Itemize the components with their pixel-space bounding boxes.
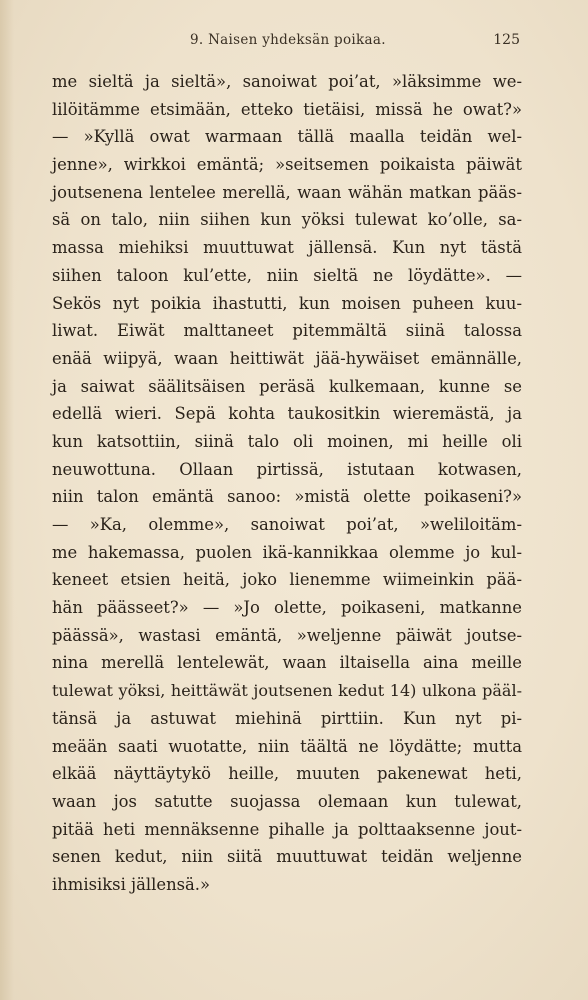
text-line: tulewat yöksi, heittäwät joutsenen kedut 14) ulkona pääl- — [52, 681, 522, 701]
text-line: elkää näyttäytykö heille, muuten pakenewat heti, — [52, 764, 522, 784]
page-edge-shadow — [0, 0, 14, 1000]
text-line: neuwottuna. Ollaan pirtissä, istutaan kotwasen, — [52, 459, 522, 479]
text-line: waan jos satutte suojassa olemaan kun tulewat, — [52, 791, 522, 811]
text-line: liwat. Eiwät malttaneet pitemmältä siinä talossa — [52, 321, 522, 341]
text-line: — »Kyllä owat warmaan tällä maalla teidän wel- — [52, 127, 522, 147]
text-line: jenne», wirkkoi emäntä; »seitsemen poikaista päiwät — [52, 155, 522, 175]
text-line: keneet etsien heitä, joko lienemme wiimeinkin pää- — [52, 570, 522, 590]
text-line: — »Ka, olemme», sanoiwat poi’at, »weliloitäm- — [52, 515, 522, 534]
text-line: niin talon emäntä sanoo: »mistä olette poikaseni?» — [52, 487, 522, 507]
text-line: nina merellä lentelewät, waan iltaisella aina meille — [52, 653, 522, 673]
text-line: enää wiipyä, waan heittiwät jää-hywäiset emännälle, — [52, 348, 522, 368]
text-line: tänsä ja astuwat miehinä pirttiin. Kun nyt pi- — [52, 708, 522, 728]
text-line: massa miehiksi muuttuwat jällensä. Kun nyt tästä — [52, 238, 522, 258]
text-line: päässä», wastasi emäntä, »weljenne päiwät joutse- — [52, 625, 522, 645]
text-line: kun katsottiin, siinä talo oli moinen, mi heille oli — [52, 431, 522, 451]
text-line: ja saiwat säälitsäisen peräsä kulkemaan, kunne se — [52, 376, 522, 396]
page-header — [52, 32, 520, 52]
page-number: 125 — [493, 32, 520, 48]
text-line: meään saati wuotatte, niin täältä ne löydätte; mutta — [52, 736, 522, 756]
text-line: siihen taloon kul’ette, niin sieltä ne löydätte». — — [52, 265, 522, 285]
text-line: joutsenena lentelee merellä, waan wähän matkan pääs- — [52, 182, 522, 202]
body-text — [52, 68, 522, 899]
text-line: Sekös nyt poikia ihastutti, kun moisen puheen kuu- — [52, 293, 522, 313]
text-line: ihmisiksi jällensä.» — [52, 874, 211, 894]
text-line: me hakemassa, puolen ikä-kannikkaa olemme jo kul- — [52, 542, 522, 562]
text-line: lilöitämme etsimään, etteko tietäisi, missä he owat?» — [52, 99, 522, 119]
text-line: senen kedut, niin siitä muuttuwat teidän weljenne — [52, 847, 522, 867]
text-line: hän päässeet?» — »Jo olette, poikaseni, matkanne — [52, 598, 522, 618]
text-line: edellä wieri. Sepä kohta taukositkin wieremästä, ja — [52, 404, 522, 424]
text-line: pitää heti mennäksenne pihalle ja polttaaksenne jout- — [52, 819, 522, 839]
running-title: 9. Naisen yhdeksän poikaa. — [190, 32, 386, 48]
text-line: me sieltä ja sieltä», sanoiwat poi’at, »läksimme we- — [52, 72, 522, 91]
text-line: sä on talo, niin siihen kun yöksi tulewat ko’olle, sa- — [52, 210, 522, 230]
